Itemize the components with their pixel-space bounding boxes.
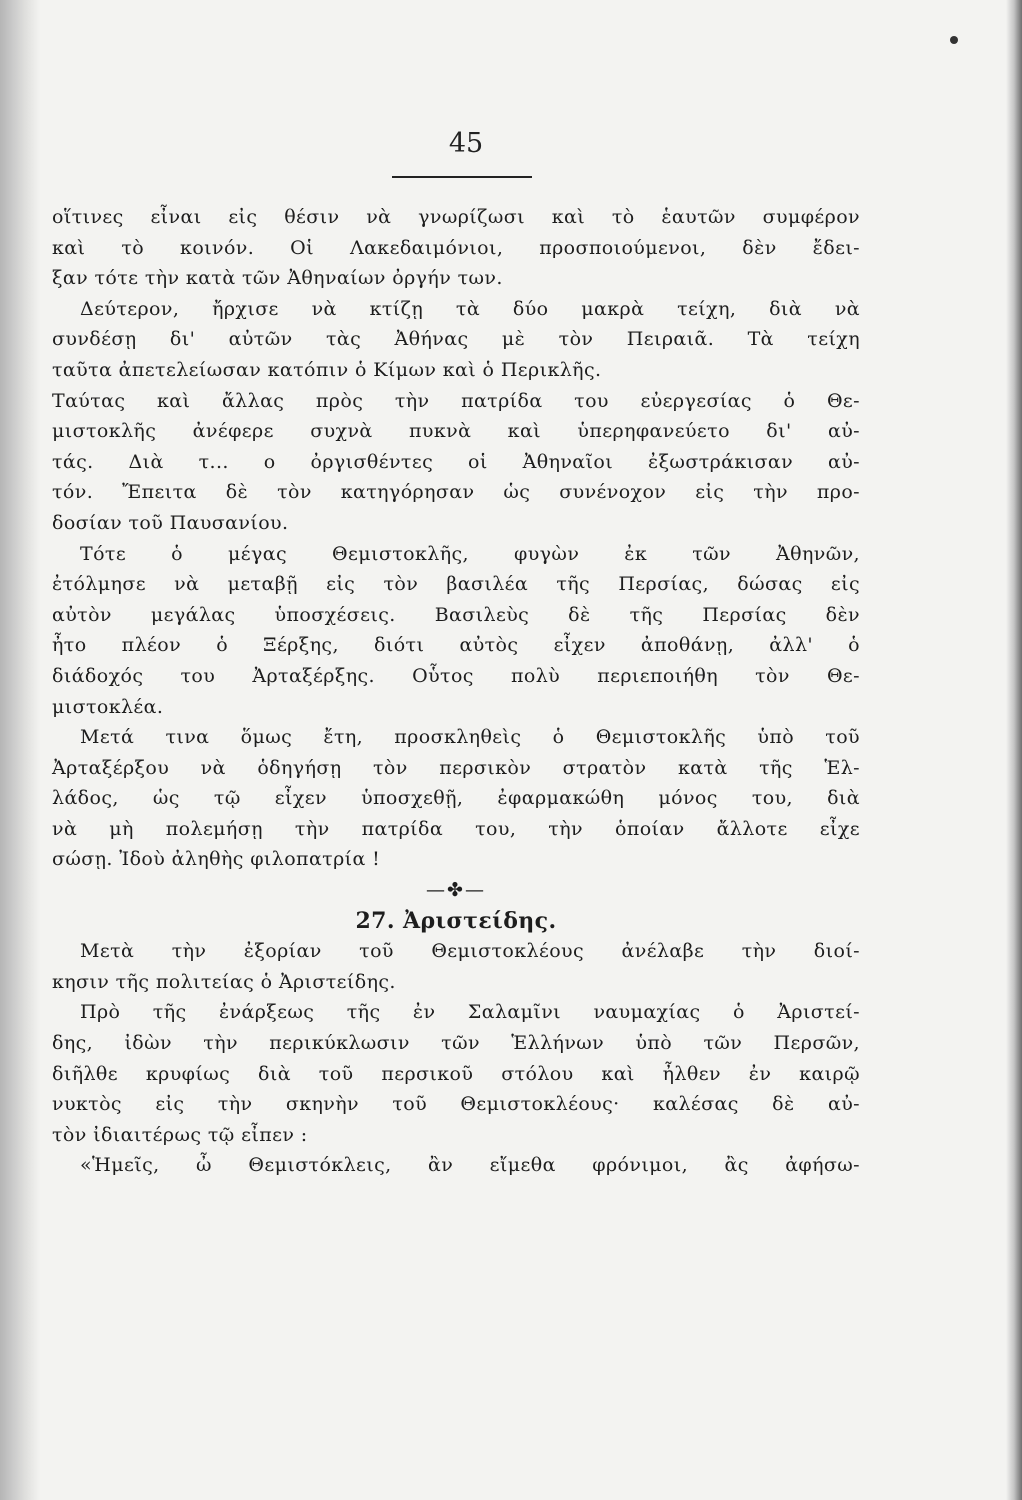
text-line: δης, ἰδὼν τὴν περικύκλωσιν τῶν Ἑλλήνων ὑπὸ τῶν Περσῶν,: [52, 1032, 860, 1055]
text-line: δοσίαν τοῦ Παυσανίου.: [52, 511, 289, 534]
text-line: αὐτὸν μεγάλας ὑποσχέσεις. Βασιλεὺς δὲ τῆς Περσίας δὲν: [52, 603, 860, 626]
text-line: τάς. Διὰ τ... ο ὀργισθέντες οἱ Ἀθηναῖοι ἐξωστράκισαν αὐ-: [52, 450, 860, 473]
page-spine-shadow: [0, 0, 40, 1500]
text-line: μιστοκλῆς ἀνέφερε συχνὰ πυκνὰ καὶ ὑπερηφανεύετο δι' αὐ-: [52, 420, 860, 443]
text-line: Μετά τινα ὅμως ἔτη, προσκληθεὶς ὁ Θεμιστοκλῆς ὑπὸ τοῦ: [80, 726, 860, 749]
text-line: νὰ μὴ πολεμήσῃ τὴν πατρίδα του, τὴν ὁποίαν ἄλλοτε εἶχε: [52, 817, 860, 840]
text-line: Μετὰ τὴν ἐξορίαν τοῦ Θεμιστοκλέους ἀνέλαβε τὴν διοί-: [80, 940, 860, 963]
text-line: ἦτο πλέον ὁ Ξέρξης, διότι αὐτὸς εἶχεν ἀποθάνῃ, ἀλλ' ὁ: [52, 634, 860, 657]
text-line: τόν. Ἔπειτα δὲ τὸν κατηγόρησαν ὡς συνένοχον εἰς τὴν προ-: [52, 481, 860, 504]
text-line: Ἀρταξέρξου νὰ ὁδηγήσῃ τὸν περσικὸν στρατὸν κατὰ τῆς Ἑλ-: [52, 756, 860, 779]
text-line: Δεύτερον, ἤρχισε νὰ κτίζῃ τὰ δύο μακρὰ τείχη, διὰ νὰ: [80, 297, 860, 320]
text-line: τὸν ἰδιαιτέρως τῷ εἶπεν :: [52, 1123, 308, 1146]
text-line: «Ἡμεῖς, ὦ Θεμιστόκλεις, ἂν εἴμεθα φρόνιμοι, ἂς ἀφήσω-: [80, 1154, 860, 1177]
section-ornament: —✤—: [426, 879, 486, 902]
body-text: [52, 202, 860, 1181]
text-line: ξαν τότε τὴν κατὰ τῶν Ἀθηναίων ὀργήν των.: [52, 267, 503, 290]
text-line: οἵτινες εἶναι εἰς θέσιν νὰ γνωρίζωσι καὶ τὸ ἑαυτῶν συμφέρον: [52, 206, 860, 228]
text-line: διῆλθε κρυφίως διὰ τοῦ περσικοῦ στόλου καὶ ἦλθεν ἐν καιρῷ: [52, 1062, 860, 1085]
text-line: μιστοκλέα.: [52, 695, 164, 718]
text-line: καὶ τὸ κοινόν. Οἱ Λακεδαιμόνιοι, προσποιούμενοι, δὲν ἔδει-: [52, 236, 860, 259]
text-line: σώσῃ. Ἰδοὺ ἀληθὴς φιλοπατρία !: [52, 848, 381, 871]
text-line: Ταύτας καὶ ἄλλας πρὸς τὴν πατρίδα του εὐεργεσίας ὁ Θε-: [52, 389, 860, 412]
header-rule: [392, 176, 532, 178]
text-line: νυκτὸς εἰς τὴν σκηνὴν τοῦ Θεμιστοκλέους· καλέσας δὲ αὐ-: [52, 1093, 860, 1116]
text-line: ταῦτα ἀπετελείωσαν κατόπιν ὁ Κίμων καὶ ὁ Περικλῆς.: [52, 358, 602, 381]
text-line: ἐτόλμησε νὰ μεταβῇ εἰς τὸν βασιλέα τῆς Περσίας, δώσας εἰς: [52, 573, 860, 596]
ink-spot: [950, 36, 958, 44]
text-line: διάδοχός του Ἀρταξέρξης. Οὗτος πολὺ περιεποιήθη τὸν Θε-: [52, 664, 860, 687]
text-line: συνδέσῃ δι' αὐτῶν τὰς Ἀθήνας μὲ τὸν Πειραιᾶ. Τὰ τείχη: [52, 328, 860, 351]
text-line: Τότε ὁ μέγας Θεμιστοκλῆς, φυγὼν ἐκ τῶν Ἀθηνῶν,: [80, 542, 860, 565]
text-line: Πρὸ τῆς ἐνάρξεως τῆς ἐν Σαλαμῖνι ναυμαχίας ὁ Ἀριστεί-: [80, 1001, 860, 1024]
section-heading: 27. Ἀριστείδης.: [355, 907, 557, 934]
page-number: 45: [448, 128, 484, 159]
text-line: λάδος, ὡς τῷ εἶχεν ὑποσχεθῇ, ἐφαρμακώθη μόνος του, διὰ: [52, 787, 860, 810]
text-line: κησιν τῆς πολιτείας ὁ Ἀριστείδης.: [52, 970, 396, 993]
page-edge-shadow: [1006, 0, 1022, 1500]
